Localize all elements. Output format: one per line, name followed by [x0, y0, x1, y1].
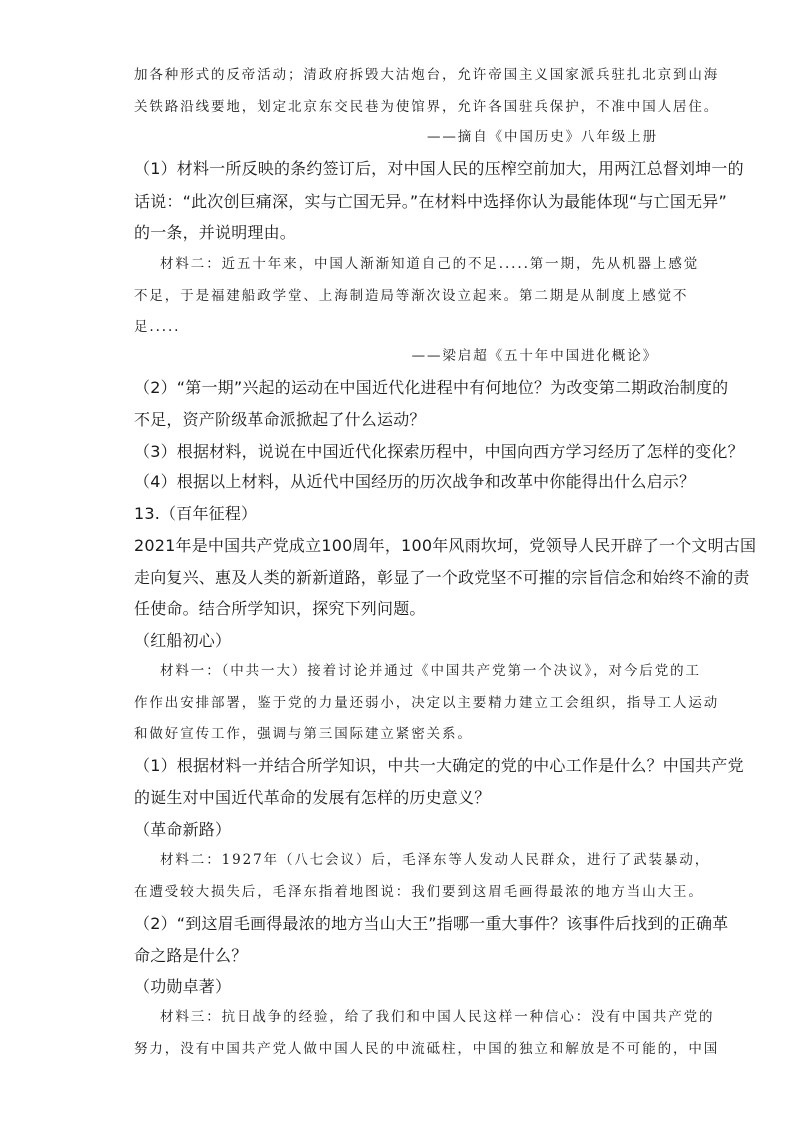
material-text-line: 材料三：抗日战争的经验，给了我们和中国人民这样一种信心：没有中国共产党的	[160, 1009, 715, 1025]
material-text-line: 足.....	[134, 319, 181, 335]
material-text-line: 作作出安排部署，鉴于党的力量还弱小，决定以主要精力建立工会组织，指导工人运动	[134, 695, 720, 711]
question-text-line: 话说：“此次创巨痛深，实与亡国无异。”在材料中选择你认为最能体现“与亡国无异”	[134, 192, 727, 211]
material-text-line: 关铁路沿线要地，划定北京东交民巷为使馆界，允许各国驻兵保护，不准中国人居住。	[134, 99, 720, 115]
question-text-line: （3）根据材料，说说在中国近代化探索历程中，中国向西方学习经历了怎样的变化？	[134, 442, 744, 461]
question-text-line: 的一条，并说明理由。	[134, 223, 297, 242]
question-text-line: （红船初心）	[134, 631, 232, 650]
source-citation: ——摘自《中国历史》八年级上册	[427, 129, 658, 145]
material-text-line: 在遭受较大损失后，毛泽东指着地图说：我们要到这眉毛画得最浓的地方当山大王。	[134, 884, 704, 900]
question-text-line: 不足，资产阶级革命派掀起了什么运动？	[134, 410, 426, 429]
question-text-line: 命之路是什么？	[134, 946, 248, 965]
question-text-line: （4）根据以上材料，从近代中国经历的历次战争和改革中你能得出什么启示？	[134, 472, 696, 491]
material-text-line: 材料二：1927年（八七会议）后，毛泽东等人发动人民群众，进行了武装暴动，	[160, 852, 711, 868]
material-text-line: 加各种形式的反帝活动；清政府拆毁大沽炮台，允许帝国主义国家派兵驻扎北京到山海	[134, 67, 720, 83]
question-text-line: 的诞生对中国近代革命的发展有怎样的历史意义？	[134, 788, 491, 807]
question-text-line: 2021年是中国共产党成立100周年，100年风雨坎坷，党领导人民开辟了一个文明古国	[134, 536, 757, 555]
question-text-line: 走向复兴、惠及人类的新新道路，彰显了一个政党坚不可摧的宗旨信念和始终不渝的责	[134, 568, 750, 587]
material-text-line: 不足，于是福建船政学堂、上海制造局等渐次设立起来。第二期是从制度上感觉不	[134, 288, 689, 304]
material-text-line: 材料二：近五十年来，中国人渐渐知道自己的不足.....第一期，先从机器上感觉	[160, 256, 700, 272]
question-text-line: （2）“第一期”兴起的运动在中国近代化进程中有何地位？为改变第二期政治制度的	[134, 378, 729, 397]
material-text-line: 材料一：（中共一大）接着讨论并通过《中国共产党第一个决议》，对今后党的工	[160, 663, 701, 679]
source-citation: ——梁启超《五十年中国进化概论》	[411, 348, 658, 364]
question-text-line: （1）材料一所反映的条约签订后，对中国人民的压榨空前加大，用两江总督刘坤一的	[134, 159, 744, 178]
question-text-line: 13.（百年征程）	[134, 504, 258, 523]
question-text-line: （革命新路）	[134, 820, 232, 839]
question-text-line: （2）“到这眉毛画得最浓的地方当山大王”指哪一重大事件？该事件后找到的正确革	[134, 914, 729, 933]
question-text-line: （功勋卓著）	[134, 977, 232, 996]
material-text-line: 和做好宣传工作，强调与第三国际建立紧密关系。	[134, 726, 473, 742]
question-text-line: （1）根据材料一并结合所学知识，中共一大确定的党的中心工作是什么？中国共产党	[134, 756, 744, 775]
material-text-line: 努力，没有中国共产党人做中国人民的中流砥柱，中国的独立和解放是不可能的，中国	[134, 1041, 720, 1057]
question-text-line: 任使命。结合所学知识，探究下列问题。	[134, 599, 426, 618]
